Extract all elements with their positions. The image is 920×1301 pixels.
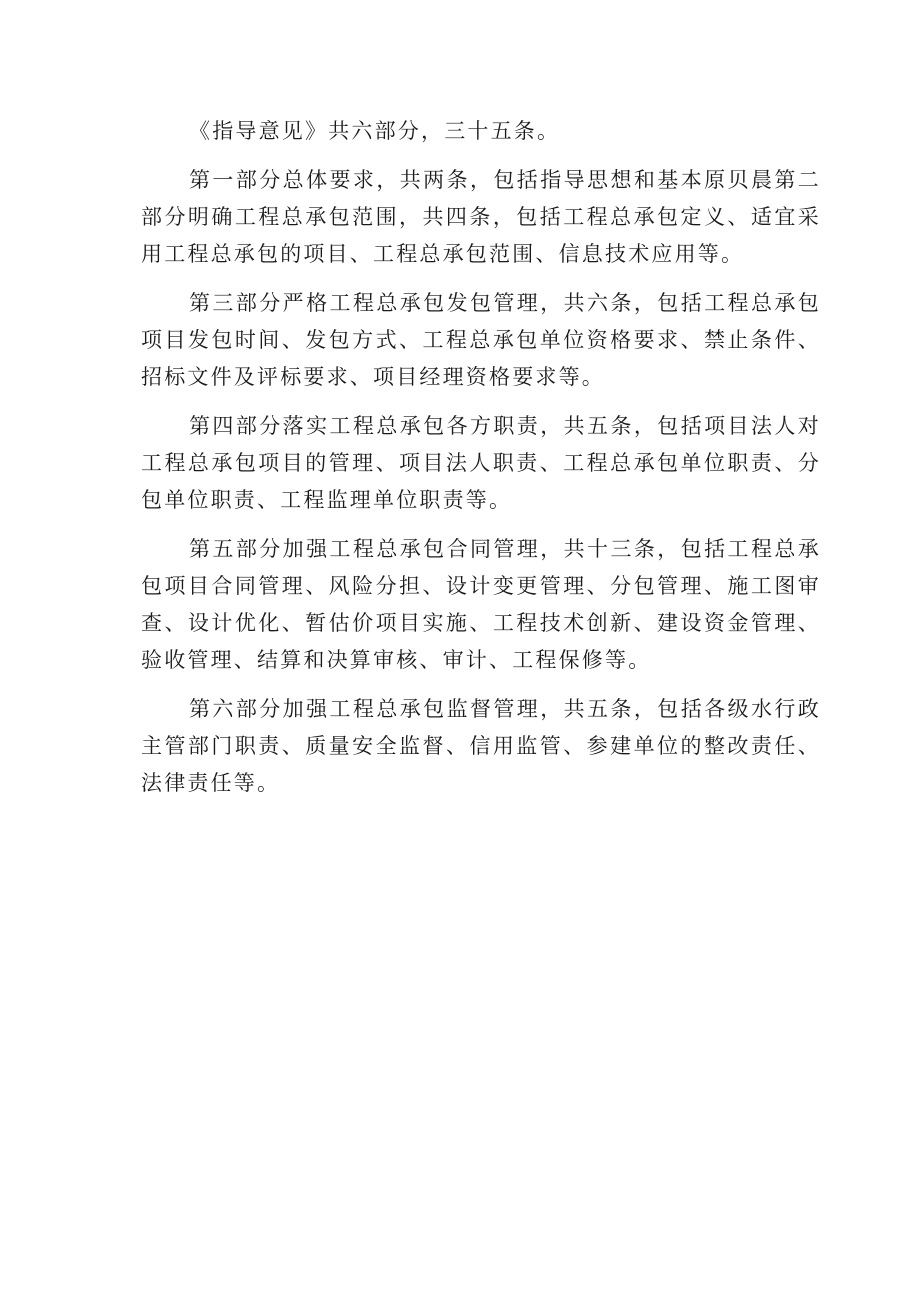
paragraph-part-three: 第三部分严格工程总承包发包管理，共六条，包括工程总承包项目发包时间、发包方式、工程总承包单位资格要求、禁止条件、招标文件及评标要求、项目经理资格要求等。 [141,291,821,389]
paragraph-part-four: 第四部分落实工程总承包各方职责，共五条，包括项目法人对工程总承包项目的管理、项目法人职责、工程总承包单位职责、分包单位职责、工程监理单位职责等。 [141,414,821,512]
paragraph-part-six: 第六部分加强工程总承包监督管理，共五条，包括各级水行政主管部门职责、质量安全监督、信用监管、参建单位的整改责任、法律责任等。 [141,697,821,795]
paragraph-part-five: 第五部分加强工程总承包合同管理，共十三条，包括工程总承包项目合同管理、风险分担、设计变更管理、分包管理、施工图审查、设计优化、暂估价项目实施、工程技术创新、建设资金管理、验收管理、结算和决算审核、审计、工程保修等。 [141,537,821,672]
document-body [141,113,821,814]
paragraph-part-one-two: 第一部分总体要求，共两条，包括指导思想和基本原贝晨第二部分明确工程总承包范围，共四条，包括工程总承包定义、适宜采用工程总承包的项目、工程总承包范围、信息技术应用等。 [141,168,821,266]
paragraph-summary: 《指导意见》共六部分，三十五条。 [189,119,561,143]
